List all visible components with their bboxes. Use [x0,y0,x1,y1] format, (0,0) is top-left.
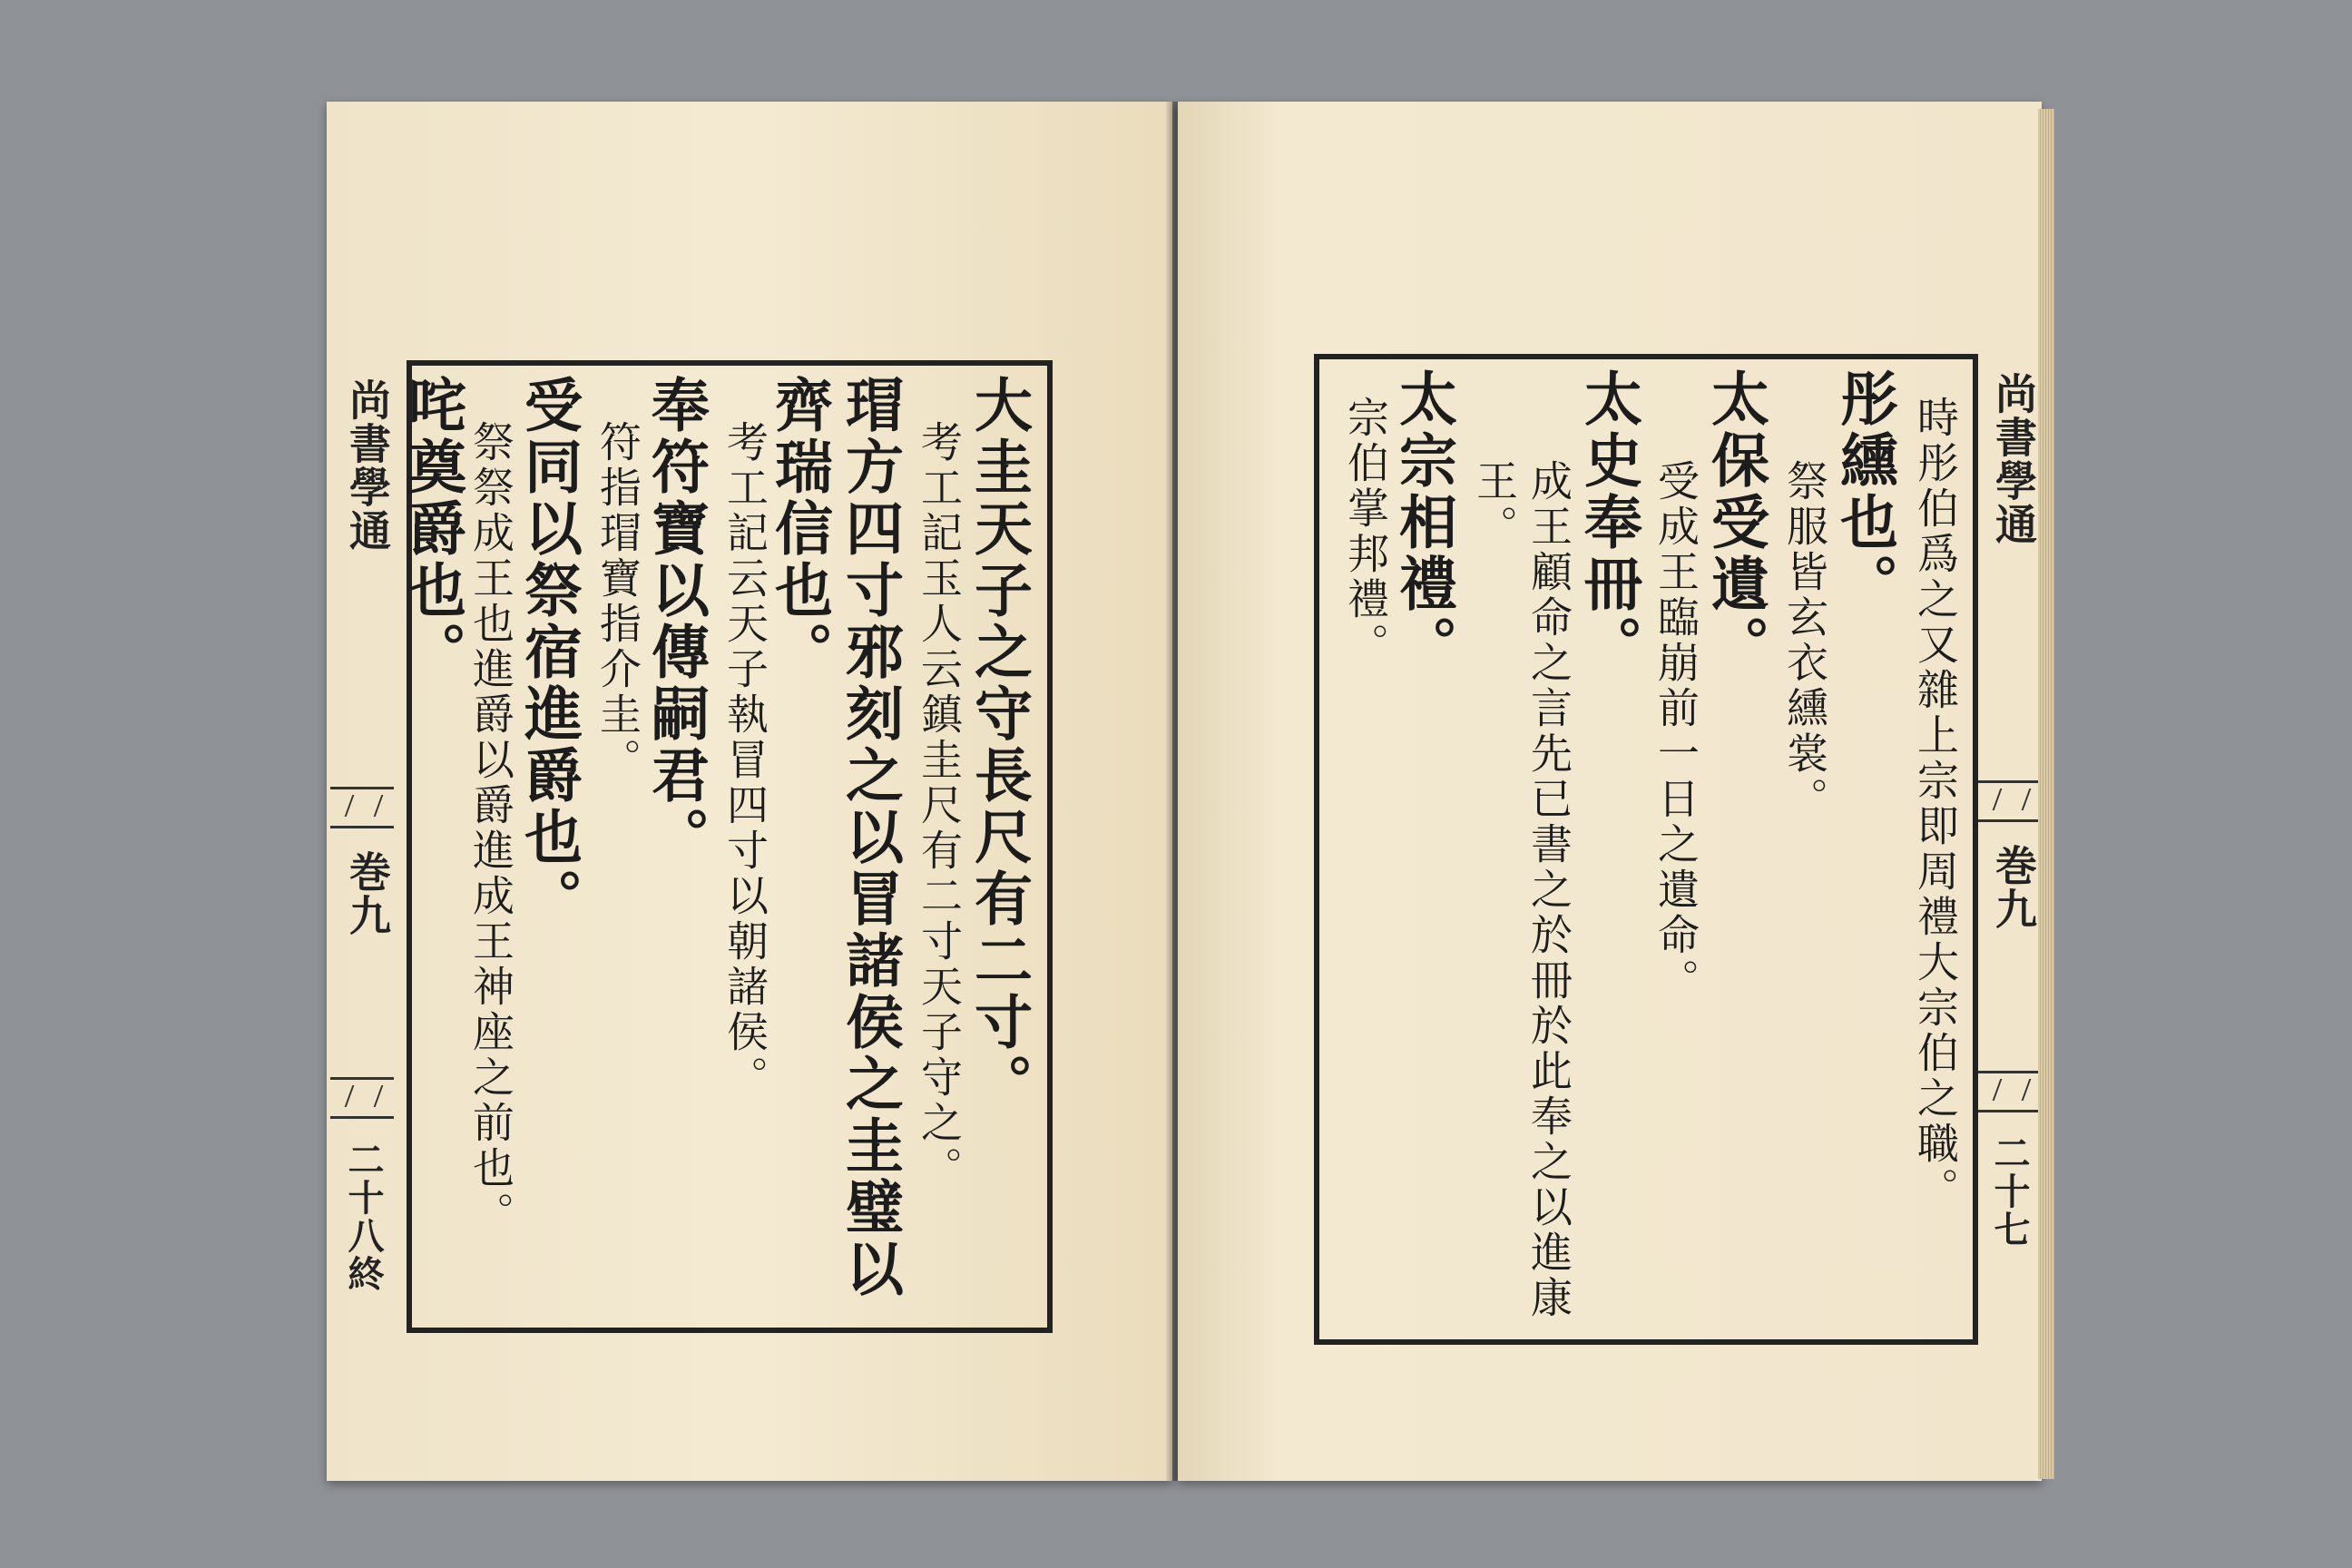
open-book [327,102,2042,1485]
text-column: 瑁方四寸邪刻之以冒諸侯之圭璧以 [836,375,904,1300]
fish-tail-mark-bottom [1978,1071,2042,1112]
fish-tail-mark-bottom [330,1077,394,1119]
text-column: 受成王臨崩前一日之遺命。 [1651,459,1700,1004]
text-column: 祭服皆玄衣纁裳。 [1780,459,1829,822]
right-margin-volume: 巻九 [1989,844,2038,931]
text-column: 符指瑁寶指介圭。 [593,420,642,783]
text-column: 咤奠爵也。 [398,375,466,683]
text-column: 宗伯掌邦禮。 [1341,396,1390,668]
fish-tail-mark-top [330,787,394,828]
right-text-frame [1314,354,1978,1345]
right-margin-title: 尚書學通 [1989,372,2038,546]
text-column: 彤纁也。 [1830,368,1898,615]
left-page [327,102,1172,1481]
text-column: 奉符寶以傳嗣君。 [642,375,710,868]
text-column: 祭祭成王也進爵以爵進成王神座之前也。 [466,420,515,1237]
left-text-frame [398,360,1053,1333]
text-column: 時彤伯爲之又雜上宗即周禮大宗伯之職。 [1911,396,1960,1212]
text-column: 考工記玉人云鎮圭尺有二寸天子守之。 [915,420,964,1191]
left-margin-volume: 巻九 [343,850,392,937]
text-column: 大圭天子之守長尺有二寸。 [965,375,1033,1115]
left-margin-chapter: 二十八終 [342,1141,385,1293]
text-column: 太宗相禮。 [1389,368,1457,677]
right-margin-chapter: 二十七 [1988,1134,2031,1249]
text-column: 齊瑞信也。 [765,375,833,683]
text-column: 太史奉冊。 [1574,368,1642,677]
page-edges [2038,109,2054,1479]
left-margin-title: 尚書學通 [343,378,392,553]
text-column: 王。 [1470,459,1519,550]
text-column: 太保受遺。 [1701,368,1769,677]
text-column: 考工記云天子執冒四寸以朝諸侯。 [720,420,769,1101]
text-column: 成王顧命之言先已書之於冊於此奉之以進康 [1524,459,1573,1321]
fish-tail-mark-top [1978,780,2042,822]
text-column: 受同以祭宿進爵也。 [514,375,583,930]
right-page [1178,102,2042,1481]
